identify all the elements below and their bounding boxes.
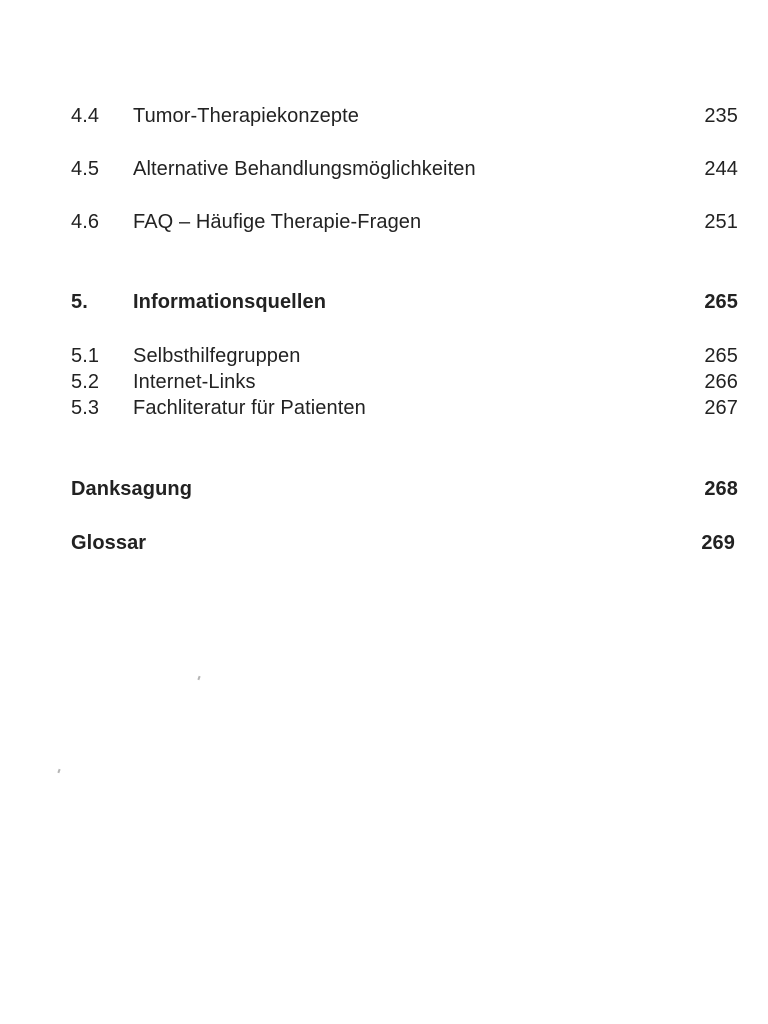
toc-entry-number: 5.1 bbox=[71, 345, 100, 367]
toc-entry-number: 4.5 bbox=[71, 158, 100, 180]
toc-chapter-5 bbox=[0, 288, 768, 316]
toc-entry-5-1 bbox=[0, 342, 768, 370]
toc-entry-5-3 bbox=[0, 394, 768, 422]
toc-entry-page: 235 bbox=[704, 105, 738, 127]
scan-speck bbox=[57, 769, 60, 773]
toc-chapter-number: 5. bbox=[71, 291, 88, 313]
scan-speck bbox=[197, 676, 200, 680]
toc-glossar-page: 269 bbox=[701, 532, 735, 554]
toc-entry-page: 265 bbox=[704, 345, 738, 367]
toc-entry-5-2 bbox=[0, 368, 768, 396]
toc-entry-title: Fachliteratur für Patienten bbox=[133, 397, 366, 419]
toc-entry-title: FAQ – Häufige Therapie-Fragen bbox=[133, 211, 422, 233]
toc-entry-4-6 bbox=[0, 208, 768, 236]
toc-entry-title: Internet-Links bbox=[133, 371, 256, 393]
toc-entry-number: 5.2 bbox=[71, 371, 100, 393]
toc-entry-page: 266 bbox=[704, 371, 738, 393]
toc-entry-title: Alternative Behandlungsmöglichkeiten bbox=[133, 158, 476, 180]
toc-entry-4-5 bbox=[0, 155, 768, 183]
toc-danksagung bbox=[0, 475, 768, 503]
toc-entry-page: 251 bbox=[704, 211, 738, 233]
toc-entry-page: 267 bbox=[704, 397, 738, 419]
toc-entry-number: 5.3 bbox=[71, 397, 100, 419]
toc-entry-title: Selbsthilfegruppen bbox=[133, 345, 301, 367]
toc-chapter-page: 265 bbox=[704, 291, 738, 313]
toc-danksagung-title: Danksagung bbox=[71, 478, 193, 500]
toc-entry-number: 4.4 bbox=[71, 105, 100, 127]
toc-glossar bbox=[0, 529, 768, 557]
toc-danksagung-page: 268 bbox=[704, 478, 738, 500]
toc-entry-title: Tumor-Therapiekonzepte bbox=[133, 105, 360, 127]
toc-entry-4-4 bbox=[0, 102, 768, 130]
toc-entry-page: 244 bbox=[704, 158, 738, 180]
toc-chapter-title: Informationsquellen bbox=[133, 291, 327, 313]
toc-glossar-title: Glossar bbox=[71, 532, 147, 554]
toc-entry-number: 4.6 bbox=[71, 211, 100, 233]
